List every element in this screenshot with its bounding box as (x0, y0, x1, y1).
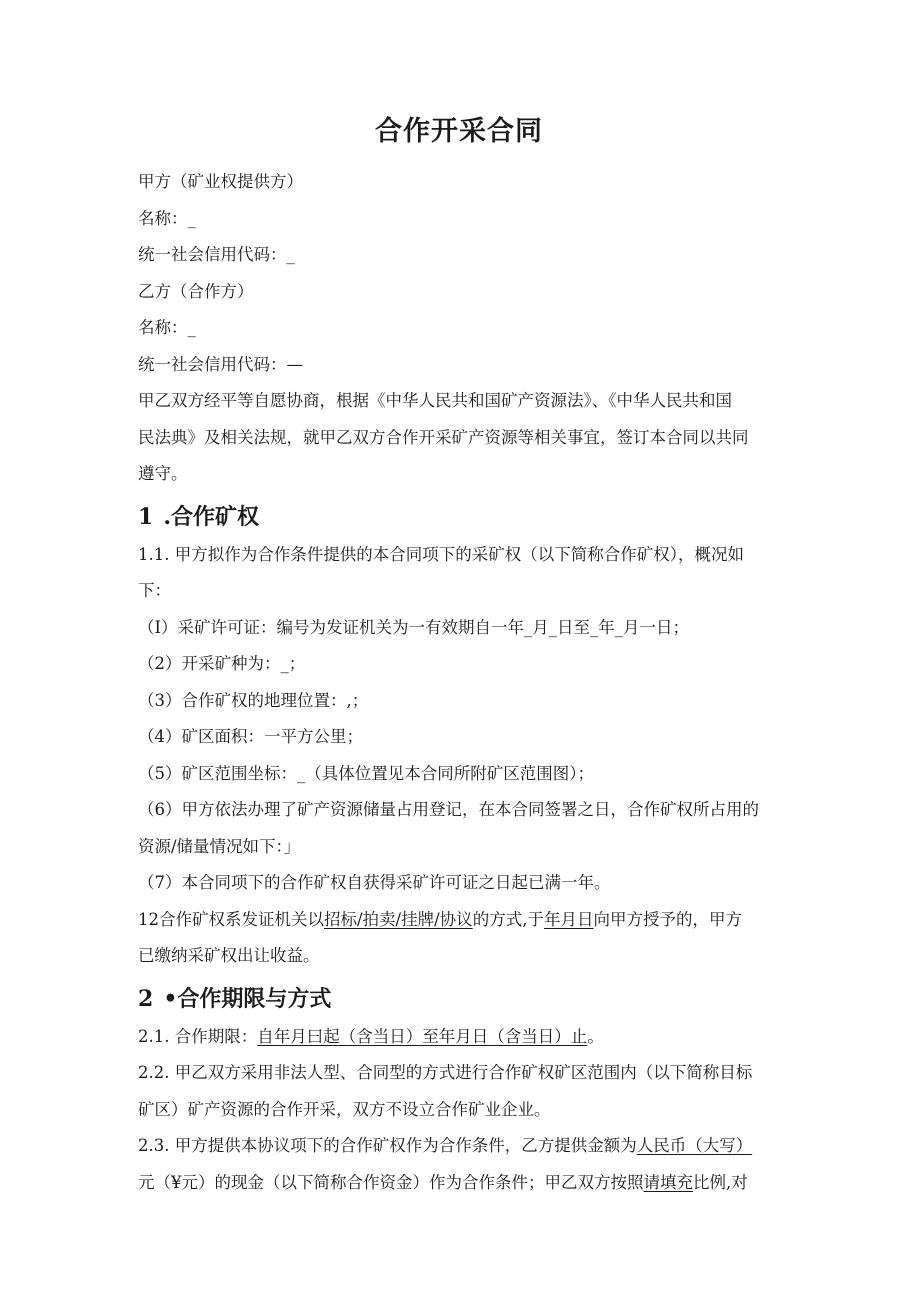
party-b-name: 名称：_ (138, 318, 196, 337)
clause-2-1 (138, 1019, 788, 1056)
clause-1-2 (138, 902, 788, 975)
section-1-title: .合作矿权 (163, 503, 259, 530)
preamble-line: 甲乙双方经平等自愿协商，根据《中华人民共和国矿产资源法》、《中华人民共和国 (138, 391, 732, 410)
clause-2-2 (138, 1055, 788, 1128)
clause-1-1 (138, 537, 788, 610)
clause-text: 。 (587, 1026, 604, 1046)
grant-date-field: 年月日 (543, 909, 594, 929)
clause-2-3 (138, 1128, 788, 1201)
preamble-line: 遵守。 (138, 464, 188, 483)
section-2-heading (138, 979, 788, 1019)
clause-1-2-line-1 (138, 902, 788, 939)
clause-text: 2.3. 甲方提供本协议项下的合作矿权作为合作条件，乙方提供金额为 (138, 1136, 637, 1155)
capital-amount-field: 人民币（大写） (636, 1136, 753, 1155)
clause-2-3-line-2 (138, 1165, 788, 1202)
grant-method-field: 招标/拍卖/挂牌/协议 (324, 909, 473, 929)
section-2-title: •合作期限与方式 (163, 985, 332, 1012)
party-a-credit-code: 统一社会信用代码：_ (138, 245, 295, 264)
section-1-heading (138, 497, 788, 537)
clause-line: 2.2. 甲乙双方采用非法人型、合同型的方式进行合作矿权矿区范围内（以下简称目标 (138, 1063, 753, 1082)
clause-text: 的方式,于 (472, 909, 544, 929)
clause-line: 矿区）矿产资源的合作开采，双方不设立合作矿业企业。 (138, 1099, 551, 1119)
preamble-line: 民法典》及相关法规，就甲乙双方合作开采矿产资源等相关事宜，签订本合同以共同 (138, 427, 749, 447)
party-a-name: 名称：_ (138, 208, 196, 228)
item-5: （5）矿区范围坐标：_（具体位置见本合同所附矿区范围图）； (138, 763, 594, 783)
item-6 (138, 792, 788, 865)
cooperation-period-field: 自年月曰起（含当日）至年月日（含当日）止 (257, 1026, 588, 1046)
clause-2-3-line-1 (138, 1128, 788, 1165)
clause-text: 2.1. 合作期限： (138, 1026, 258, 1046)
section-2-number: 2 (138, 985, 154, 1012)
item-1: （I）采矿许可证：编号为发证机关为一有效期自一年_月_日至_年_月一日； (138, 617, 690, 637)
clause-text: 元（¥元）的现金（以下简称合作资金）作为合作条件；甲乙双方按照 (138, 1172, 644, 1192)
clause-line: 1.1. 甲方拟作为合作条件提供的本合同项下的采矿权（以下简称合作矿权），概况如 (138, 544, 744, 564)
item-3: （3）合作矿权的地理位置：,； (138, 690, 369, 710)
party-b-credit-code: 统一社会信用代码：— (138, 354, 303, 374)
preamble-paragraph (138, 383, 788, 493)
item-2: （2）开采矿种为：_； (138, 654, 306, 673)
document-page (138, 112, 788, 1201)
party-a-heading: 甲方（矿业权提供方） (138, 172, 303, 191)
clause-1-2-line-2: 已缴纳采矿权出让收益。 (138, 946, 320, 965)
item-7: （7）本合同项下的合作矿权自获得采矿许可证之日起已满一年。 (138, 873, 611, 892)
section-1-number: 1 (138, 503, 154, 530)
item-6-line: 资源/储量情况如下：」 (138, 836, 301, 856)
clause-line: 下： (138, 581, 171, 600)
item-6-line: （6）甲方依法办理了矿产资源储量占用登记，在本合同签署之日，合作矿权所占用的 (138, 800, 759, 819)
ratio-field: 请填充 (643, 1172, 693, 1192)
document-title: 合作开采合同 (375, 116, 543, 147)
party-b-heading: 乙方（合作方） (138, 281, 254, 301)
clause-text: 比例,对 (693, 1172, 748, 1192)
clause-text: 12合作矿权系发证机关以 (138, 909, 324, 929)
item-4: （4）矿区面积：一平方公里； (138, 727, 363, 746)
clause-text: 向甲方授予的，甲方 (593, 909, 742, 929)
